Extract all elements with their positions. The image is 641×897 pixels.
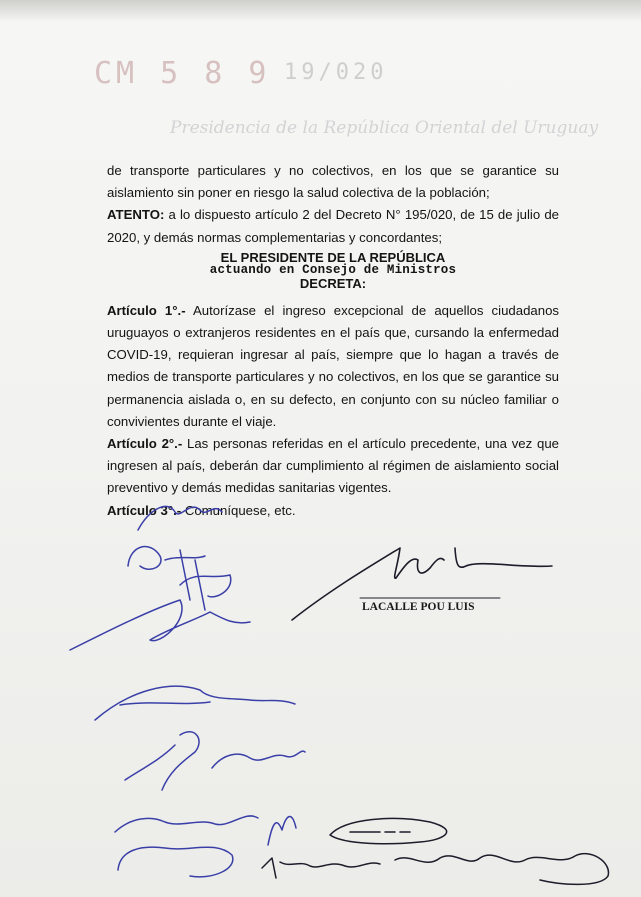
stamp-serial: CM 5 8 9 — [94, 56, 271, 91]
minister-signature-13 — [395, 854, 608, 885]
article-2-label: Artículo 2°.- — [107, 436, 183, 452]
minister-signature-6 — [125, 732, 199, 790]
article-3-label: Artículo 3°.- — [107, 502, 182, 518]
minister-signature-9 — [268, 816, 296, 845]
minister-signature-8 — [115, 816, 258, 832]
council-subheading: actuando en Consejo de Ministros — [209, 262, 457, 277]
minister-signature-12 — [262, 858, 380, 878]
minister-signature-4 — [70, 600, 250, 650]
article-1-label: Artículo 1°.- — [107, 302, 186, 318]
article-2-text: Las personas referidas en el artículo precedente, una vez que ingresen al país, deberán dar cumplimiento al régimen de aislamiento social preventivo y demás medidas sanitarias vigentes. — [107, 436, 559, 496]
article-3-text: Comuníquese, etc. — [181, 502, 296, 518]
minister-signature-1 — [138, 506, 222, 530]
atento-text: a lo dispuesto artículo 2 del Decreto N° 195/020, de 15 de julio de 2020, y demás normas complementarias y concordantes; — [107, 207, 559, 245]
minister-signature-10 — [118, 847, 233, 877]
minister-signature-2 — [128, 547, 205, 600]
minister-signature-11 — [330, 818, 447, 843]
minister-signature-5 — [95, 686, 295, 720]
faint-header-text: Presidencia de la República Oriental del Uruguay — [170, 118, 599, 138]
president-heading: EL PRESIDENTE DE LA REPÚBLICA — [220, 249, 446, 265]
president-name: LACALLE POU LUIS — [362, 601, 475, 613]
decreta-heading: DECRETA: — [299, 275, 367, 291]
article-1-text: Autorízase el ingreso excepcional de aquellos ciudadanos uruguayos o extranjeros residentes en el país que, cursando la enfermedad COVID-19, requieran ingresar al país, siempre que lo hagan a través de medios de transporte particulares y no colectivos, en los que se garantice su permanencia aislada o, en su defecto, en conjunto con su núcleo familiar o convivientes durante el viaje. — [107, 302, 560, 429]
minister-signature-7 — [212, 751, 305, 768]
atento-label: ATENTO: — [107, 207, 165, 223]
paragraph-transport: de transporte particulares y no colectivos, en los que se garantice su aislamiento sin poner en riesgo la salud colectiva de la población; — [107, 163, 559, 201]
stamp-mid-text: 19/020 — [284, 60, 388, 85]
